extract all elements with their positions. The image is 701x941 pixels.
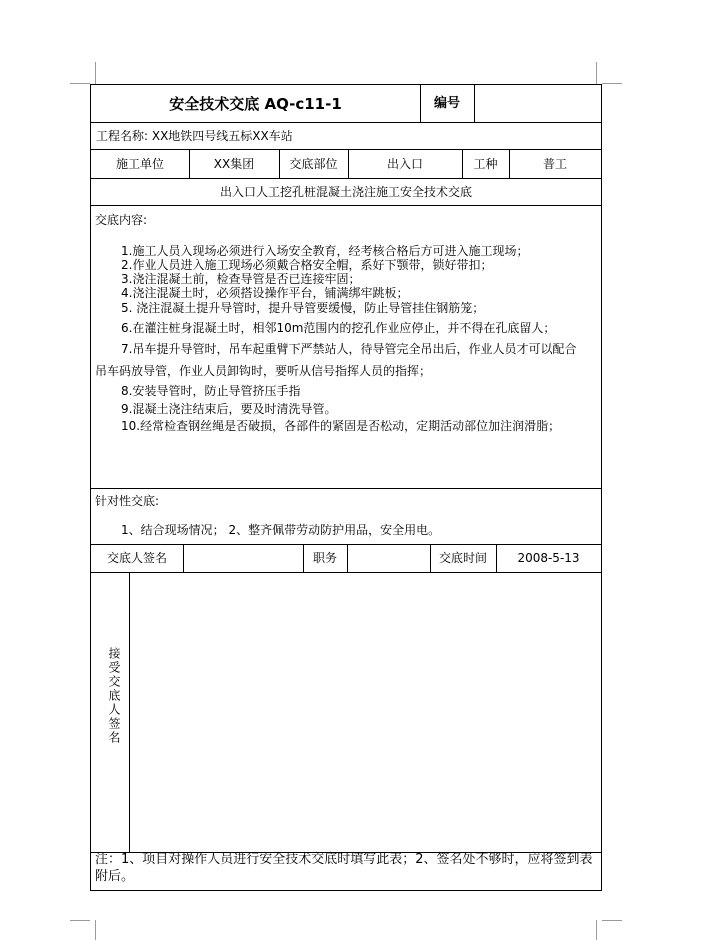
- crop-mark-tl-h: [70, 83, 90, 84]
- content-item: 6.在灌注桩身混凝土时，相邻10m范围内的挖孔作业应停止，并不得在孔底留人；: [121, 321, 556, 335]
- form-title: 安全技术交底 AQ-c11-1: [169, 94, 342, 113]
- content-item: 9.混凝土浇注结束后，要及时清洗导管。: [121, 402, 337, 416]
- content-item: 10.经常检查钢丝绳是否破损，各部件的紧固是否松动，定期活动部位加注润滑脂；: [121, 419, 561, 433]
- crop-mark-bl-v: [95, 920, 96, 940]
- duty-field[interactable]: [347, 544, 430, 572]
- content-item: 8.安装导管时，防止导管挤压手指: [121, 384, 301, 398]
- content-item: 2.作业人员进入施工现场必须戴合格安全帽，系好下颚带，锁好带扣；: [121, 258, 493, 272]
- targeted-text: 1、结合现场情况； 2、整齐佩带劳动防护用品，安全用电。: [121, 523, 441, 537]
- disclosure-time-value: 2008-5-13: [517, 551, 580, 565]
- crop-mark-tl-v: [95, 62, 96, 84]
- disclosure-subject: 出入口人工挖孔桩混凝土浇注施工安全技术交底: [219, 184, 472, 199]
- disclosure-part-label: 交底部位: [289, 156, 338, 171]
- content-item: 7.吊车提升导管时，吊车起重臂下严禁站人，待导管完全吊出后，作业人员才可以配合: [121, 342, 577, 356]
- signer-label: 交底人签名: [106, 551, 167, 565]
- content-item: 4.浇注混凝土时，必须搭设操作平台，铺满绑牢跳板；: [121, 286, 409, 300]
- number-field[interactable]: [474, 85, 601, 122]
- trade-label: 工种: [473, 156, 498, 171]
- crop-mark-bl-h: [70, 920, 90, 921]
- crop-mark-br-h: [602, 920, 622, 921]
- crop-mark-br-v: [596, 920, 597, 940]
- form-note: 注：1、项目对操作人员进行安全技术交底时填写此表；2、签名处不够时，应将签到表附后。: [95, 852, 593, 884]
- receiver-signature-label: 接受交底人签名: [107, 647, 121, 745]
- disclosure-part-value: 出入口: [386, 156, 423, 171]
- construction-unit-label: 施工单位: [115, 156, 164, 171]
- project-name: 工程名称: XX地铁四号线五标XX车站: [96, 128, 293, 143]
- targeted-label: 针对性交底:: [95, 494, 160, 508]
- content-item: 吊车码放导管，作业人员卸钩时，要听从信号指挥人员的指挥；: [95, 364, 432, 378]
- content-item: 5. 浇注混凝土提升导管时，提升导管要缓慢，防止导管挂住钢筋笼；: [121, 301, 485, 315]
- construction-unit-value: XX集团: [213, 156, 255, 171]
- content-label: 交底内容:: [95, 213, 148, 227]
- safety-disclosure-form: [90, 84, 602, 891]
- receiver-signature-area[interactable]: [130, 573, 601, 852]
- signer-field[interactable]: [183, 544, 303, 572]
- crop-mark-tr-v: [596, 62, 597, 84]
- content-item: 1.施工人员入现场必须进行入场安全教育，经考核合格后方可进入施工现场；: [121, 244, 529, 258]
- disclosure-time-label: 交底时间: [438, 551, 487, 565]
- trade-value: 普工: [542, 156, 567, 171]
- content-item: 3.浇注混凝土前，检查导管是否已连接牢固；: [121, 272, 361, 286]
- duty-label: 职务: [312, 551, 337, 565]
- number-label: 编号: [433, 95, 460, 111]
- crop-mark-tr-h: [602, 83, 622, 84]
